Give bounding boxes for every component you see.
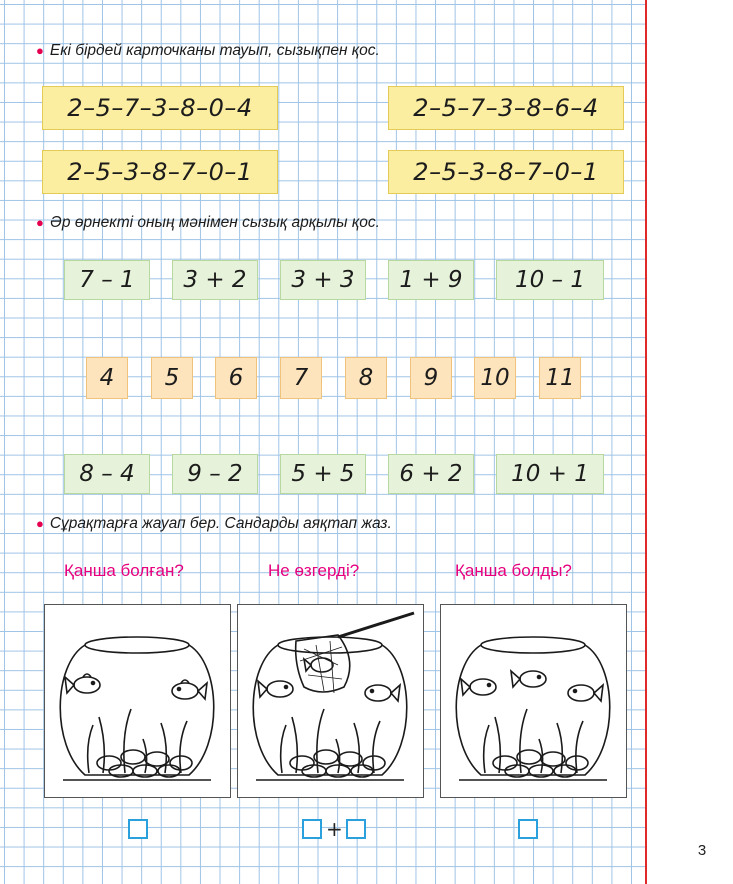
expression-card[interactable]: 3 + 2 xyxy=(172,260,258,300)
fish-icon xyxy=(258,681,293,697)
fish-icon xyxy=(65,674,100,693)
fishbowl-frame-after xyxy=(440,604,627,798)
fish-icon xyxy=(172,680,207,699)
expression-card[interactable]: 10 + 1 xyxy=(496,454,604,494)
expression-card[interactable]: 8 – 4 xyxy=(64,454,150,494)
bullet-icon: ● xyxy=(36,43,44,58)
fishing-net-icon xyxy=(296,613,414,693)
margin-area xyxy=(647,0,733,884)
question-how-many-after: Қанша болды? xyxy=(455,561,572,580)
answer-box-change-left[interactable] xyxy=(302,819,322,839)
sequence-card[interactable]: 2–5–3–8–7–0–1 xyxy=(42,150,278,194)
expression-card[interactable]: 9 – 2 xyxy=(172,454,258,494)
number-card[interactable]: 4 xyxy=(86,357,128,399)
fishbowl-frame-change xyxy=(237,604,424,798)
fish-icon xyxy=(461,679,496,695)
number-card[interactable]: 9 xyxy=(410,357,452,399)
page-number: 3 xyxy=(697,842,707,859)
expression-card[interactable]: 10 – 1 xyxy=(496,260,604,300)
question-how-many-before: Қанша болған? xyxy=(64,561,184,580)
bullet-icon: ● xyxy=(36,516,44,531)
fishbowl-icon xyxy=(45,605,229,796)
answer-box-before[interactable] xyxy=(128,819,148,839)
fish-icon xyxy=(568,685,603,701)
expression-card[interactable]: 5 + 5 xyxy=(280,454,366,494)
fishbowl-icon xyxy=(441,605,625,796)
sequence-card[interactable]: 2–5–3–8–7–0–1 xyxy=(388,150,624,194)
fish-icon xyxy=(365,685,400,701)
number-card[interactable]: 8 xyxy=(345,357,387,399)
expression-card[interactable]: 6 + 2 xyxy=(388,454,474,494)
expression-card[interactable]: 1 + 9 xyxy=(388,260,474,300)
fish-icon xyxy=(511,671,546,687)
number-card[interactable]: 7 xyxy=(280,357,322,399)
margin-line xyxy=(645,0,647,884)
answer-box-change-right[interactable] xyxy=(346,819,366,839)
question-what-changed: Не өзгерді? xyxy=(268,561,360,580)
number-card[interactable]: 5 xyxy=(151,357,193,399)
expression-card[interactable]: 3 + 3 xyxy=(280,260,366,300)
instruction-3 xyxy=(36,515,392,533)
number-card[interactable]: 11 xyxy=(539,357,581,399)
number-card[interactable]: 6 xyxy=(215,357,257,399)
fishbowl-icon xyxy=(238,605,422,796)
plus-sign: + xyxy=(326,817,343,841)
answer-box-after[interactable] xyxy=(518,819,538,839)
instruction-3-text: Сұрақтарға жауап бер. Сандарды аяқтап жаз. xyxy=(49,515,392,532)
sequence-card[interactable]: 2–5–7–3–8–0–4 xyxy=(42,86,278,130)
number-card[interactable]: 10 xyxy=(474,357,516,399)
instruction-1 xyxy=(36,42,380,60)
instruction-1-text: Екі бірдей карточканы тауып, сызықпен қос. xyxy=(49,42,380,59)
instruction-2 xyxy=(36,214,380,232)
bullet-icon: ● xyxy=(36,215,44,230)
sequence-card[interactable]: 2–5–7–3–8–6–4 xyxy=(388,86,624,130)
fishbowl-frame-before xyxy=(44,604,231,798)
instruction-2-text: Әр өрнекті оның мәнімен сызық арқылы қос. xyxy=(49,214,380,231)
expression-card[interactable]: 7 – 1 xyxy=(64,260,150,300)
